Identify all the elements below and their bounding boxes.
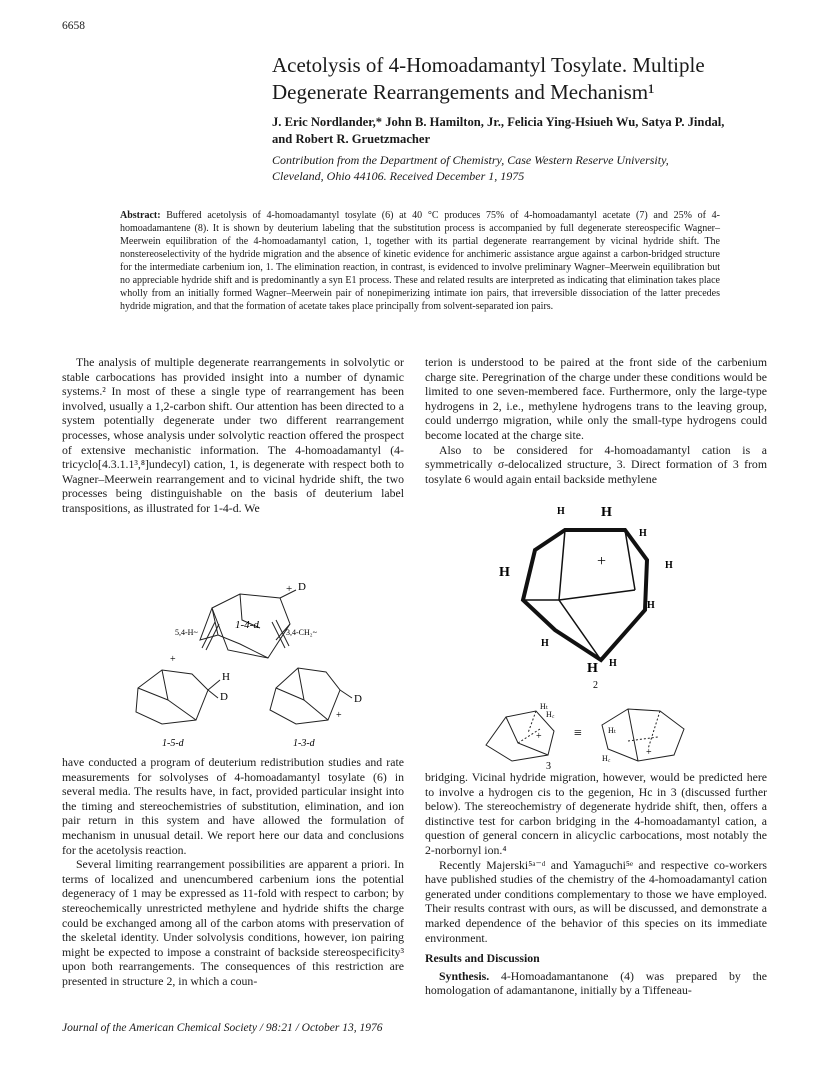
scheme-label-right-arrow: 3,4-CH₂~	[286, 628, 317, 637]
structure-2-H-bottom-left: H	[541, 638, 549, 649]
title-line-2: Degenerate Rearrangements and Mechanism¹	[272, 80, 655, 104]
homoadamantyl-1-5-d-structure	[136, 670, 220, 724]
scheme-charge-left: +	[170, 654, 176, 665]
structure-2-H-left: H	[499, 565, 510, 580]
scheme-charge-right: +	[336, 710, 342, 721]
paragraph-intro: The analysis of multiple degenerate rearrangements in solvolytic or stable carbocations has provided insight into a number of dynamic systems.² In most of these a single type of rearrangement has been involved, usually a 1,2-carbon shift. Our attention has been directed to a system potentially degenerate under two different rearrangement processes, whose analysis under solvolytic reaction offered the prospect of extensive mechanistic information. The 4-homoadamantyl (4-tricyclo[4.3.1.1³,⁸]undecyl) cation, 1, is degenerate with respect both to Wagner–Meerwein rearrangement and to vicinal hydride shift, the two processes being distinguishable on the basis of deuterium label transpositions, as illustrated for 1-4-d. We	[62, 355, 404, 515]
scheme-label-top: 1-4-d	[235, 619, 259, 631]
page-number: 6658	[62, 20, 85, 32]
structure-2-H-top-right: H	[601, 505, 612, 520]
structure-3-equiv: ≡	[574, 726, 582, 741]
column-right-bottom	[425, 770, 767, 998]
structure-3-right-skeleton	[602, 709, 684, 761]
author-list	[272, 114, 772, 148]
column-left-top	[62, 355, 404, 516]
scheme-charge-top: +	[286, 583, 293, 595]
structure-2-label: 2	[593, 680, 598, 690]
structure-2-H-right: H	[665, 560, 673, 571]
paragraph-limiting: Several limiting rearrangement possibilities are apparent a priori. In terms of localized and unencumbered carbenium ions the potential degeneracy of 1 may be expressed as 11-fold with respect to carbon; by stereochemically unrestricted methylene and hydride shifts the charge could be exchanged among all of the carbon atoms with preservation of the skeletal identity. Under solvolysis conditions, however, ion pairing might be expected to impose a constraint of backside stereospecificity³ upon both rearrangements. The consequences of this restriction are presented in structure 2, in which a coun-	[62, 857, 404, 988]
scheme-label-D-right: D	[354, 693, 362, 705]
structure-3-Hc: H꜀	[546, 710, 555, 719]
affiliation	[272, 152, 782, 184]
paragraph-program: have conducted a program of deuterium redistribution studies and rate measurements for solvolyses of 4-homoadamantyl tosylate (6) in several media. The results have, in fact, provided particular insight into the timing and stereochemistries of substitution, elimination, and ion pair return in this system and have allowed the formulation of mechanism in unusual detail. We report here our data and conclusions for the acetolysis reaction.	[62, 755, 404, 857]
structure-2-H-bottom-right: H	[609, 658, 617, 669]
abstract	[120, 209, 720, 313]
structure-3-left-skeleton	[486, 711, 554, 761]
structure-3-charge-left: +	[536, 731, 542, 742]
column-left-bottom	[62, 755, 404, 989]
paragraph-recently: Recently Majerski⁵ᵃ⁻ᵈ and Yamaguchi⁵ᵉ and respective co-workers have published studies of the chemistry of the 4-homoadamantyl cation generated under conditions complementary to those we have employed. Their results contrast with ours, as will be discussed, and demonstrate a marked dependence of the behavior of this species on its immediate environment.	[425, 857, 767, 945]
structure-3-figure	[478, 695, 708, 770]
structure-3-H1-right: Hₜ	[608, 726, 616, 735]
structure-2-H-right-upper: H	[639, 528, 647, 539]
structure-2-figure	[495, 500, 695, 690]
structure-3-H1: Hₜ	[540, 702, 548, 711]
structure-2-charge: +	[597, 553, 607, 570]
scheme-label-left-arrow: 5,4-H~	[175, 628, 198, 637]
rearrangement-scheme-figure	[100, 540, 400, 750]
paragraph-counterion: terion is understood to be paired at the front side of the carbenium charge site. Peregrination of the charge under these conditions would be limited to one seven-membered face. Furthermore, only the large-type hydrogens in 2, i.e., methylene hydrogens trans to the leaving group, could underrgo migration, while only the small-type hydrogens could become located at the charge site.	[425, 355, 767, 442]
affiliation-line-1: Contribution from the Department of Chemistry, Case Western Reserve University,	[272, 153, 669, 167]
scheme-label-H-left: H	[222, 671, 230, 683]
abstract-label: Abstract:	[120, 210, 161, 221]
article-title	[272, 52, 792, 106]
paragraph-synthesis	[425, 969, 767, 998]
structure-2-H-bottom: H	[587, 661, 598, 676]
structure-3-Hc-right: H꜀	[602, 754, 611, 763]
structure-2-H-top-left: H	[557, 506, 565, 517]
title-line-1: Acetolysis of 4-Homoadamantyl Tosylate. Multiple	[272, 53, 705, 77]
scheme-label-D-top: D	[298, 581, 306, 593]
structure-2-H-right-lower: H	[647, 600, 655, 611]
paragraph-bridging: bridging. Vicinal hydride migration, however, would be predicted here to involve a hydrogen cis to the gegenion, Hc in 3 (discussed further below). The stereochemistry of degenerate hydride shift, then, offers a distinctive test for carbon bridging in the 4-homoadamantyl cation, a question of general concern in alicyclic carbocations, most notably the 2-norbornyl ion.⁴	[425, 770, 767, 857]
authors-line-1: J. Eric Nordlander,* John B. Hamilton, Jr., Felicia Ying-Hsiueh Wu, Satya P. Jindal,	[272, 115, 725, 129]
synthesis-text: 4-Homoadamantanone (4) was prepared by the homologation of adamantanone, initially by a Tiffeneau-	[425, 968, 767, 998]
scheme-label-D-left: D	[220, 691, 228, 703]
scheme-label-bottom-right: 1-3-d	[293, 738, 315, 749]
abstract-text: Buffered acetolysis of 4-homoadamantyl tosylate (6) at 40 °C produces 75% of 4-homoadamantyl acetate (7) and 25% of 4-homoadamantene (8). It is shown by deuterium labeling that the substitution process is accompanied by full degenerate stereospecific Wagner–Meerwein equilibration of the 4-homoadamantyl cation, 1, together with its partial degenerate rearrangement by vicinal hydride shift. The nonstereoselectivity of the hydride migration and the absence of kinetic evidence for anchimeric assistance argue against a carbon-bridged structure for the intermediate carbenium ion, 1. The elimination reaction, in contrast, is evidenced to involve preliminary Wagner–Meerwein equilibration but no appreciable hydride shift and is predominantly a syn E1 process. These and related results are interpreted as indicating that elimination takes place wholly from an initially formed Wagner–Meerwein pair of nonepimerizing intimate ion pairs, that irreversible dissociation of the latter precedes hydride migration, and that the formation of acetate takes place principally from solvent-separated ion pairs.	[120, 210, 720, 312]
journal-footer: Journal of the American Chemical Society / 98:21 / October 13, 1976	[62, 1022, 383, 1034]
structure-3-charge-right: +	[646, 747, 652, 758]
authors-line-2: and Robert R. Gruetzmacher	[272, 132, 431, 146]
column-right-top	[425, 355, 767, 486]
affiliation-line-2: Cleveland, Ohio 44106. Received December 1, 1975	[272, 169, 525, 183]
synthesis-label: Synthesis.	[439, 968, 490, 983]
paragraph-delocalized: Also to be considered for 4-homoadamantyl cation is a symmetrically σ-delocalized structure, 3. Direct formation of 3 from tosylate 6 would again entail backside methylene	[425, 442, 767, 486]
scheme-label-bottom-left: 1-5-d	[162, 738, 184, 749]
section-heading: Results and Discussion	[425, 951, 540, 966]
structure-3-label: 3	[546, 761, 551, 770]
